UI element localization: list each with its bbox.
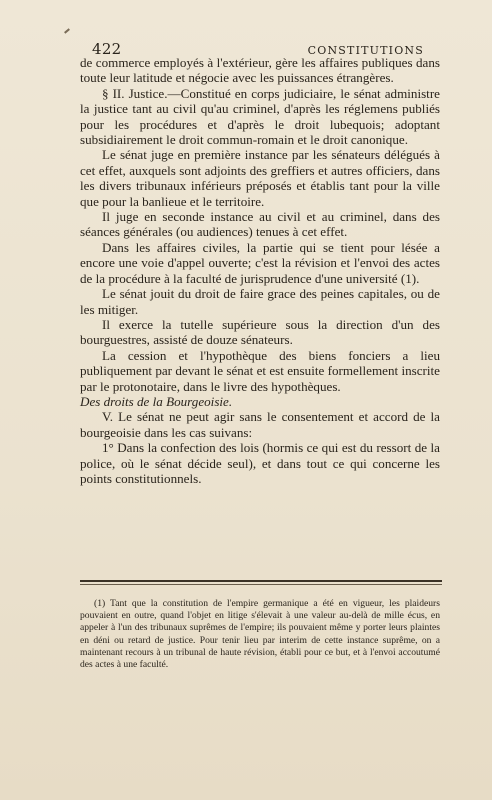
paragraph: Dans les affaires civiles, la partie qui se tient pour lésée a encore une voie d'appel ouverte; c'est la révision et l'envoi des actes de la procédure à la faculté de jurisprudence d'une université (1).	[80, 239, 440, 286]
footnote-rule	[80, 580, 442, 582]
paragraph: Il juge en seconde instance au civil et au criminel, dans des séances générales (ou audiences) tenues à cet effet.	[80, 209, 440, 240]
section-heading: Des droits de la Bourgeoisie.	[80, 393, 233, 409]
footnote	[80, 598, 440, 671]
page-body	[80, 55, 440, 486]
paragraph: Le sénat juge en première instance par les sénateurs délégués à cet effet, auxquels sont adjoints des greffiers et autres officiers, dans les divers tribunaux inférieurs préposés et établis tant pour la ville que pour la banlieue et le territoire.	[80, 147, 440, 209]
paragraph: 1° Dans la confection des lois (hormis ce qui est du ressort de la police, où le sénat décide seul), et dans tout ce qui concerne les points constitutionnels.	[80, 440, 440, 486]
page-number: 422	[92, 40, 122, 58]
paragraph: La cession et l'hypothèque des biens fonciers a lieu publiquement par devant le sénat et est ensuite formellement inscrite par le protonotaire, dans le livre des hypothèques.	[80, 347, 440, 394]
page-mark	[64, 28, 70, 33]
paragraph: V. Le sénat ne peut agir sans le consentement et accord de la bourgeoisie dans les cas suivans:	[80, 409, 440, 440]
paragraph: Le sénat jouit du droit de faire grace des peines capitales, ou de les mitiger.	[80, 286, 440, 317]
running-head: CONSTITUTIONS	[307, 44, 424, 57]
footnote-text: (1) Tant que la constitution de l'empire germanique a été en vigueur, les plaideurs pouvaient en outre, quand l'objet en litige s'élevait à une valeur au-delà de mille écus, en appeler à l'un des tribunaux suprêmes de l'empire; ils pouvaient même y porter leurs plaintes en déni ou retard de justice. Pour tenir lieu par interim de cette instance suprême, on a maintenant recours à un tribunal de haute révision, établi pour ce but, et à l'envoi accoutumé des actes à une faculté.	[80, 598, 440, 671]
paragraph: § II. Justice.—Constitué en corps judiciaire, le sénat administre la justice tant au civil qu'au criminel, d'après les réglemens publiés pour les procédures et d'après le droit lubequois; adoptant subsidiairement le droit commun-romain et le droit canonique.	[80, 85, 440, 148]
footnote-rule-thin	[80, 584, 442, 585]
paragraph: Il exerce la tutelle supérieure sous la direction d'un des bourguestres, assisté de douze sénateurs.	[80, 316, 440, 348]
paragraph: de commerce employés à l'extérieur, gère les affaires publiques dans toute leur latitude et négocie avec les puissances étrangères.	[80, 55, 440, 86]
